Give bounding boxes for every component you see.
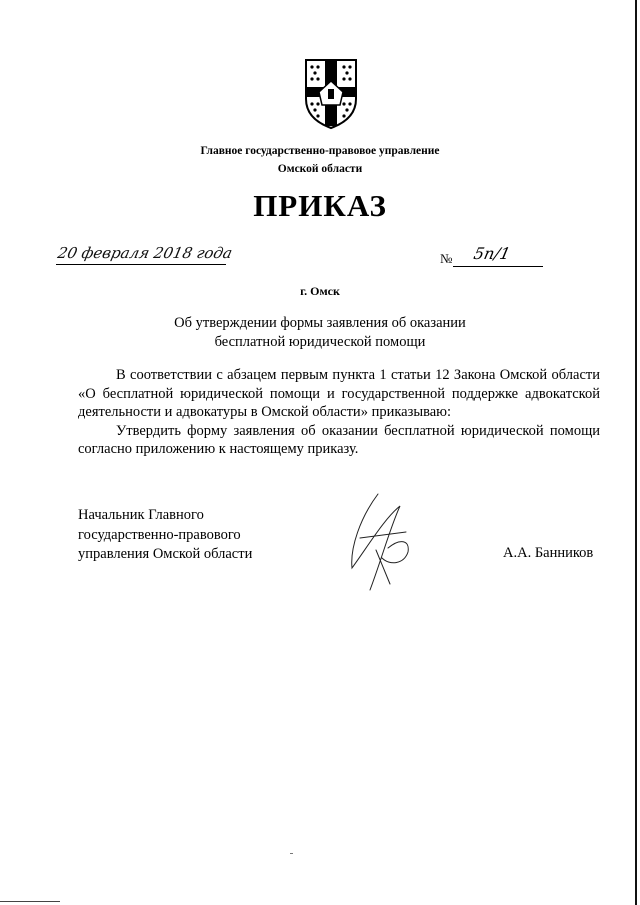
subject-line2: бесплатной юридической помощи bbox=[214, 334, 426, 350]
signatory-line3: управления Омской области bbox=[78, 546, 253, 562]
city: г. Омск bbox=[300, 284, 340, 298]
body-paragraph-1: В соответствии с абзацем первым пункта 1 статьи 12 Закона Омской области «О бесплатной юридической помощи и государственной поддержке адвокатской деятельности и адвокатуры в Омской области» приказываю: bbox=[78, 367, 600, 420]
org-name-line2: Омской области bbox=[277, 163, 363, 175]
scan-edge-right bbox=[635, 0, 637, 905]
scan-edge-bottom bbox=[0, 901, 60, 902]
org-name-line1: Главное государственно-правовое управление bbox=[200, 145, 440, 157]
order-body bbox=[78, 366, 600, 459]
handwritten-number: 5п/1 bbox=[471, 244, 513, 263]
date-underline bbox=[56, 264, 226, 265]
number-label: № bbox=[440, 251, 453, 266]
document-title: ПРИКАЗ bbox=[253, 188, 387, 223]
order-subject bbox=[0, 314, 640, 352]
coat-of-arms-emblem bbox=[303, 57, 359, 130]
signatory-line1: Начальник Главного bbox=[78, 507, 204, 523]
handwritten-signature bbox=[330, 488, 440, 598]
signatory-line2: государственно-правового bbox=[78, 526, 241, 543]
number-underline bbox=[453, 266, 543, 267]
signatory-name: А.А. Банников bbox=[503, 545, 594, 561]
handwritten-date: 20 февраля 2018 года bbox=[56, 244, 234, 262]
subject-line1: Об утверждении формы заявления об оказании bbox=[174, 315, 466, 331]
signatory-position bbox=[78, 506, 252, 565]
body-paragraph-2: Утвердить форму заявления об оказании бесплатной юридической помощи согласно приложению к настоящему приказу. bbox=[78, 422, 600, 457]
scan-speck bbox=[290, 853, 293, 854]
